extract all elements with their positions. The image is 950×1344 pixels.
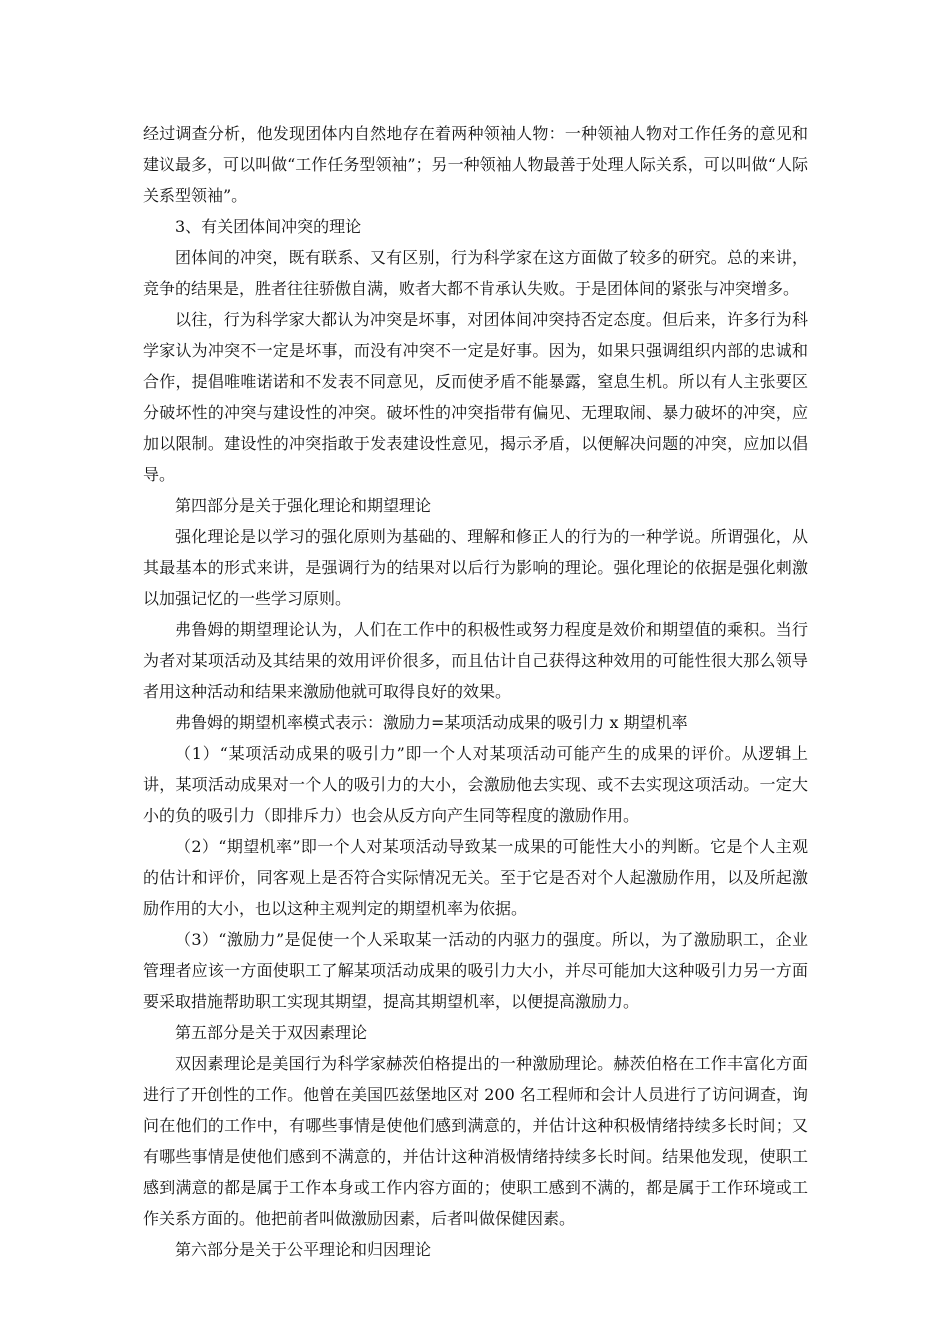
document-body	[143, 118, 808, 1265]
list-item-expectancy: （2）“期望机率”即一个人对某项活动导致某一成果的可能性大小的判断。它是个人主观的估计和评价，同客观上是否符合实际情况无关。至于它是否对个人起激励作用，以及所起激励作用的大小，也以这种主观判定的期望机率为依据。	[143, 837, 808, 918]
list-item-attraction: （1）“某项活动成果的吸引力”即一个人对某项活动可能产生的成果的评价。从逻辑上讲，某项活动成果对一个人的吸引力的大小，会激励他去实现、或不去实现这项活动。一定大小的负的吸引力（即排斥力）也会从反方向产生同等程度的激励作用。	[143, 744, 808, 825]
heading-part-six: 第六部分是关于公平理论和归因理论	[175, 1240, 432, 1259]
paragraph-group-conflict: 团体间的冲突，既有联系、又有区别，行为科学家在这方面做了较多的研究。总的来讲，竞争的结果是，胜者往往骄傲自满，败者大都不肯承认失败。于是团体间的紧张与冲突增多。	[143, 248, 808, 298]
heading-part-five: 第五部分是关于双因素理论	[175, 1023, 368, 1042]
heading-part-four: 第四部分是关于强化理论和期望理论	[175, 496, 432, 515]
paragraph-expectancy-formula: 弗鲁姆的期望机率模式表示：激励力=某项活动成果的吸引力 x 期望机率	[175, 713, 688, 732]
paragraph-constructive-conflict: 以往，行为科学家大都认为冲突是坏事，对团体间冲突持否定态度。但后来，许多行为科学家认为冲突不一定是坏事，而没有冲突不一定是好事。因为，如果只强调组织内部的忠诚和合作，提倡唯唯诺诺和不发表不同意见，反而使矛盾不能暴露，窒息生机。所以有人主张要区分破坏性的冲突与建设性的冲突。破坏性的冲突指带有偏见、无理取闹、暴力破坏的冲突，应加以限制。建设性的冲突指敢于发表建设性意见，揭示矛盾，以便解决问题的冲突，应加以倡导。	[143, 310, 808, 484]
paragraph-two-factor-theory: 双因素理论是美国行为科学家赫茨伯格提出的一种激励理论。赫茨伯格在工作丰富化方面进行了开创性的工作。他曾在美国匹兹堡地区对 200 名工程师和会计人员进行了访问调查，询问在他们的工作中，有哪些事情是使他们感到满意的，并估计这种积极情绪持续多长时间；又有哪些事情是使他们感到不满意的，并估计这种消极情绪持续多长时间。结果他发现，使职工感到满意的都是属于工作本身或工作内容方面的；使职工感到不满的，都是属于工作环境或工作关系方面的。他把前者叫做激励因素，后者叫做保健因素。	[143, 1054, 808, 1228]
paragraph-expectancy-theory: 弗鲁姆的期望理论认为，人们在工作中的积极性或努力程度是效价和期望值的乘积。当行为者对某项活动及其结果的效用评价很多，而且估计自己获得这种效用的可能性很大那么领导者用这种活动和结果来激励他就可取得良好的效果。	[143, 620, 808, 701]
list-item-motivation-force: （3）“激励力”是促使一个人采取某一活动的内驱力的强度。所以，为了激励职工，企业管理者应该一方面使职工了解某项活动成果的吸引力大小，并尽可能加大这种吸引力另一方面要采取措施帮助职工实现其期望，提高其期望机率，以便提高激励力。	[143, 930, 808, 1011]
paragraph-leadership-types: 经过调查分析，他发现团体内自然地存在着两种领袖人物：一种领袖人物对工作任务的意见和建议最多，可以叫做“工作任务型领袖”；另一种领袖人物最善于处理人际关系，可以叫做“人际关系型领袖”。	[143, 124, 808, 205]
paragraph-reinforcement-theory: 强化理论是以学习的强化原则为基础的、理解和修正人的行为的一种学说。所谓强化，从其最基本的形式来讲，是强调行为的结果对以后行为影响的理论。强化理论的依据是强化刺激以加强记忆的一些学习原则。	[143, 527, 808, 608]
heading-group-conflict-theory: 3、有关团体间冲突的理论	[175, 217, 362, 236]
